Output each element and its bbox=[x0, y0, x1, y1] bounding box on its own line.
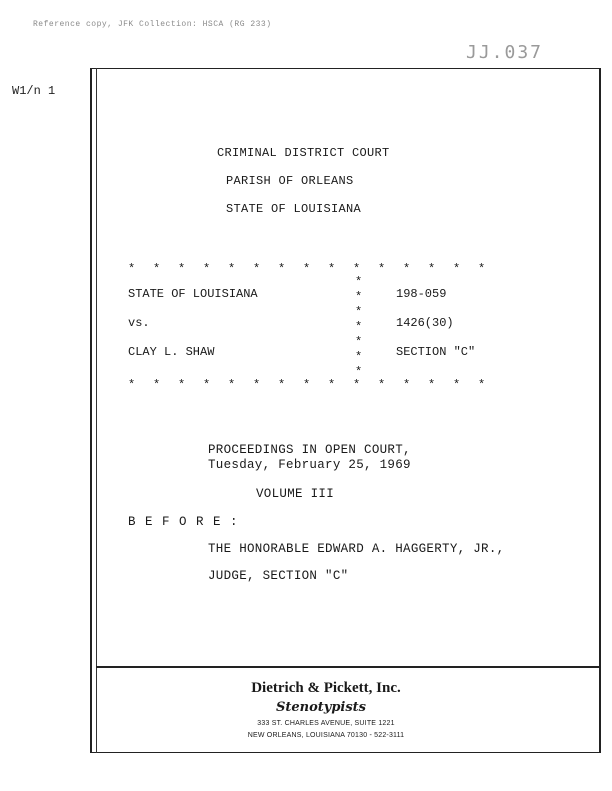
caption-vdot: * bbox=[355, 275, 363, 289]
judge-title: JUDGE, SECTION "C" bbox=[208, 569, 349, 583]
page-border bbox=[90, 68, 601, 753]
caption-vdot: * bbox=[355, 290, 363, 304]
court-name: CRIMINAL DISTRICT COURT bbox=[217, 146, 390, 160]
defendant-name: CLAY L. SHAW bbox=[128, 345, 215, 359]
before-label: B E F O R E : bbox=[128, 515, 239, 529]
parish-name: PARISH OF ORLEANS bbox=[226, 174, 354, 188]
plaintiff-name: STATE OF LOUISIANA bbox=[128, 287, 258, 301]
firm-tagline: Stenotypists bbox=[275, 700, 367, 715]
caption-dots-bottom: * * * * * * * * * * * * * * * bbox=[128, 378, 491, 392]
proceedings-title: PROCEEDINGS IN OPEN COURT, bbox=[208, 443, 411, 457]
caption-vdot: * bbox=[355, 365, 363, 379]
caption-vdot: * bbox=[355, 350, 363, 364]
versus-label: vs. bbox=[128, 316, 150, 330]
volume-label: VOLUME III bbox=[256, 487, 335, 501]
reference-copy-header: Reference copy, JFK Collection: HSCA (RG 233) bbox=[33, 20, 272, 29]
case-number: 198-059 bbox=[396, 287, 447, 301]
caption-dots-top: * * * * * * * * * * * * * * * bbox=[128, 262, 491, 276]
caption-vdot: * bbox=[355, 305, 363, 319]
state-name: STATE OF LOUISIANA bbox=[226, 202, 362, 216]
judge-name: THE HONORABLE EDWARD A. HAGGERTY, JR., bbox=[208, 542, 505, 556]
page-border-inner-line bbox=[96, 68, 97, 753]
caption-vdot: * bbox=[355, 320, 363, 334]
firm-address-line1: 333 ST. CHARLES AVENUE, SUITE 1221 bbox=[257, 720, 395, 727]
margin-note: W1/n 1 bbox=[12, 84, 56, 98]
case-reference: 1426(30) bbox=[396, 316, 454, 330]
caption-vdot: * bbox=[355, 335, 363, 349]
document-stamp: JJ.037 bbox=[466, 42, 544, 63]
firm-name: Dietrich & Pickett, Inc. bbox=[251, 680, 401, 696]
proceedings-date: Tuesday, February 25, 1969 bbox=[208, 458, 411, 472]
court-section: SECTION "C" bbox=[396, 345, 476, 359]
firm-address-line2: NEW ORLEANS, LOUISIANA 70130 - 522-3111 bbox=[247, 732, 405, 739]
footer-divider bbox=[96, 666, 601, 668]
